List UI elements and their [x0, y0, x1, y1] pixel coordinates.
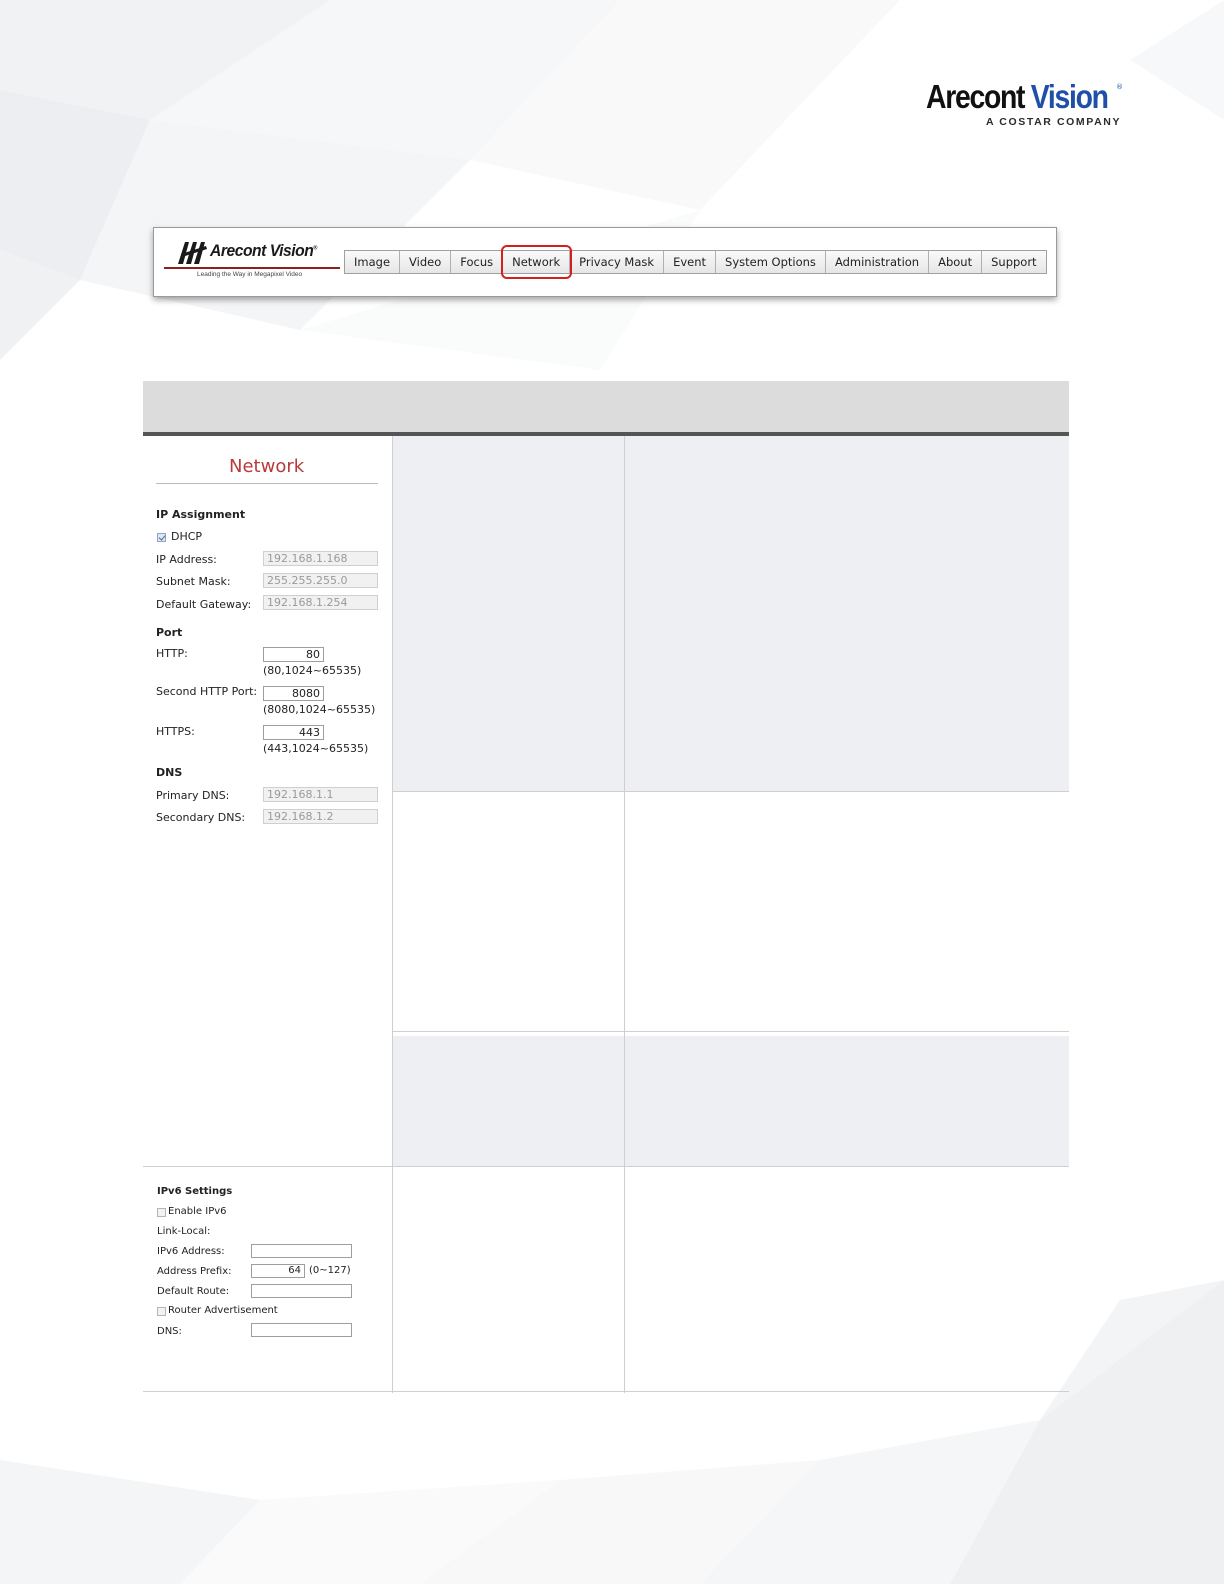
- https-port-hint: (443,1024~65535): [263, 742, 369, 755]
- second-http-port-hint: (8080,1024~65535): [263, 703, 376, 716]
- default-route-label: Default Route:: [157, 1286, 230, 1297]
- default-gateway-field[interactable]: 192.168.1.254: [263, 595, 378, 610]
- brand-tagline: A COSTAR COMPANY: [986, 116, 1122, 128]
- row-divider-2: [393, 1031, 1069, 1032]
- ip-assignment-heading: IP Assignment: [156, 508, 246, 521]
- enable-ipv6-checkbox[interactable]: [157, 1208, 166, 1217]
- ipv6-address-field[interactable]: [251, 1244, 352, 1258]
- subnet-mask-label: Subnet Mask:: [156, 575, 231, 588]
- arecont-logo-icon: [176, 240, 210, 264]
- router-advertisement-checkbox[interactable]: [157, 1307, 166, 1316]
- default-route-field[interactable]: [251, 1284, 352, 1298]
- port-heading: Port: [156, 626, 183, 639]
- enable-ipv6-label: Enable IPv6: [168, 1206, 227, 1217]
- http-port-label: HTTP:: [156, 647, 188, 660]
- secondary-dns-field[interactable]: 192.168.1.2: [263, 809, 378, 824]
- tab-event[interactable]: Event: [664, 251, 716, 273]
- brand-logo: [926, 80, 1126, 132]
- address-prefix-field[interactable]: 64: [251, 1264, 305, 1278]
- settings-table: [143, 381, 1069, 1393]
- https-port-label: HTTPS:: [156, 725, 195, 738]
- router-advertisement-label: Router Advertisement: [168, 1305, 278, 1316]
- nav-tabs: [344, 250, 1047, 274]
- https-port-field[interactable]: 443: [263, 725, 324, 740]
- primary-dns-label: Primary DNS:: [156, 789, 230, 802]
- ipv6-panel: [143, 1181, 392, 1351]
- dhcp-label: DHCP: [171, 530, 203, 543]
- column-divider-2: [624, 436, 625, 1393]
- ipv6-address-label: IPv6 Address:: [157, 1246, 225, 1257]
- ipv6-dns-field[interactable]: [251, 1323, 352, 1337]
- brand-name: Arecont Vision: [926, 78, 1108, 115]
- panel-title: Network: [229, 456, 305, 477]
- tab-system-options[interactable]: System Options: [716, 251, 826, 273]
- table-row-3-shade: [393, 1036, 1069, 1166]
- row-divider-4: [143, 1391, 1069, 1392]
- second-http-port-field[interactable]: 8080: [263, 686, 324, 701]
- secondary-dns-label: Secondary DNS:: [156, 811, 246, 824]
- http-port-hint: (80,1024~65535): [263, 664, 362, 677]
- tab-administration[interactable]: Administration: [826, 251, 929, 273]
- tab-video[interactable]: Video: [400, 251, 451, 273]
- ip-address-field[interactable]: 192.168.1.168: [263, 551, 378, 566]
- tab-focus[interactable]: Focus: [451, 251, 503, 273]
- default-gateway-label: Default Gateway:: [156, 598, 252, 611]
- ipv6-settings-heading: IPv6 Settings: [157, 1186, 233, 1197]
- table-row-1-shade: [393, 436, 1069, 791]
- column-divider-1: [392, 436, 393, 1393]
- tab-privacy-mask[interactable]: Privacy Mask: [570, 251, 664, 273]
- dns-heading: DNS: [156, 766, 183, 779]
- row-divider-1: [393, 791, 1069, 792]
- nav-logo-text: Arecont Vision®: [210, 241, 317, 260]
- link-local-label: Link-Local:: [157, 1226, 211, 1237]
- network-panel: [143, 436, 392, 856]
- camera-nav-bar: [153, 227, 1057, 297]
- ip-address-label: IP Address:: [156, 553, 217, 566]
- subnet-mask-field[interactable]: 255.255.255.0: [263, 573, 378, 588]
- tab-support[interactable]: Support: [991, 255, 1037, 269]
- ipv6-dns-label: DNS:: [157, 1326, 182, 1337]
- nav-logo: [164, 238, 340, 282]
- nav-logo-tagline: Leading the Way in Megapixel Video: [197, 271, 303, 278]
- tab-network[interactable]: Network: [503, 251, 570, 273]
- registered-mark: ®: [1116, 83, 1123, 91]
- tab-about[interactable]: About: [929, 251, 982, 273]
- table-header: [143, 381, 1069, 436]
- primary-dns-field[interactable]: 192.168.1.1: [263, 787, 378, 802]
- row-divider-3: [143, 1166, 1069, 1167]
- dhcp-checkbox[interactable]: [157, 533, 166, 542]
- http-port-field[interactable]: 80: [263, 647, 324, 662]
- second-http-port-label: Second HTTP Port:: [156, 685, 258, 698]
- panel-title-rule: [156, 483, 378, 484]
- address-prefix-hint: (0~127): [309, 1265, 351, 1276]
- tab-image[interactable]: Image: [345, 251, 400, 273]
- address-prefix-label: Address Prefix:: [157, 1266, 232, 1277]
- nav-logo-underline: [164, 267, 340, 269]
